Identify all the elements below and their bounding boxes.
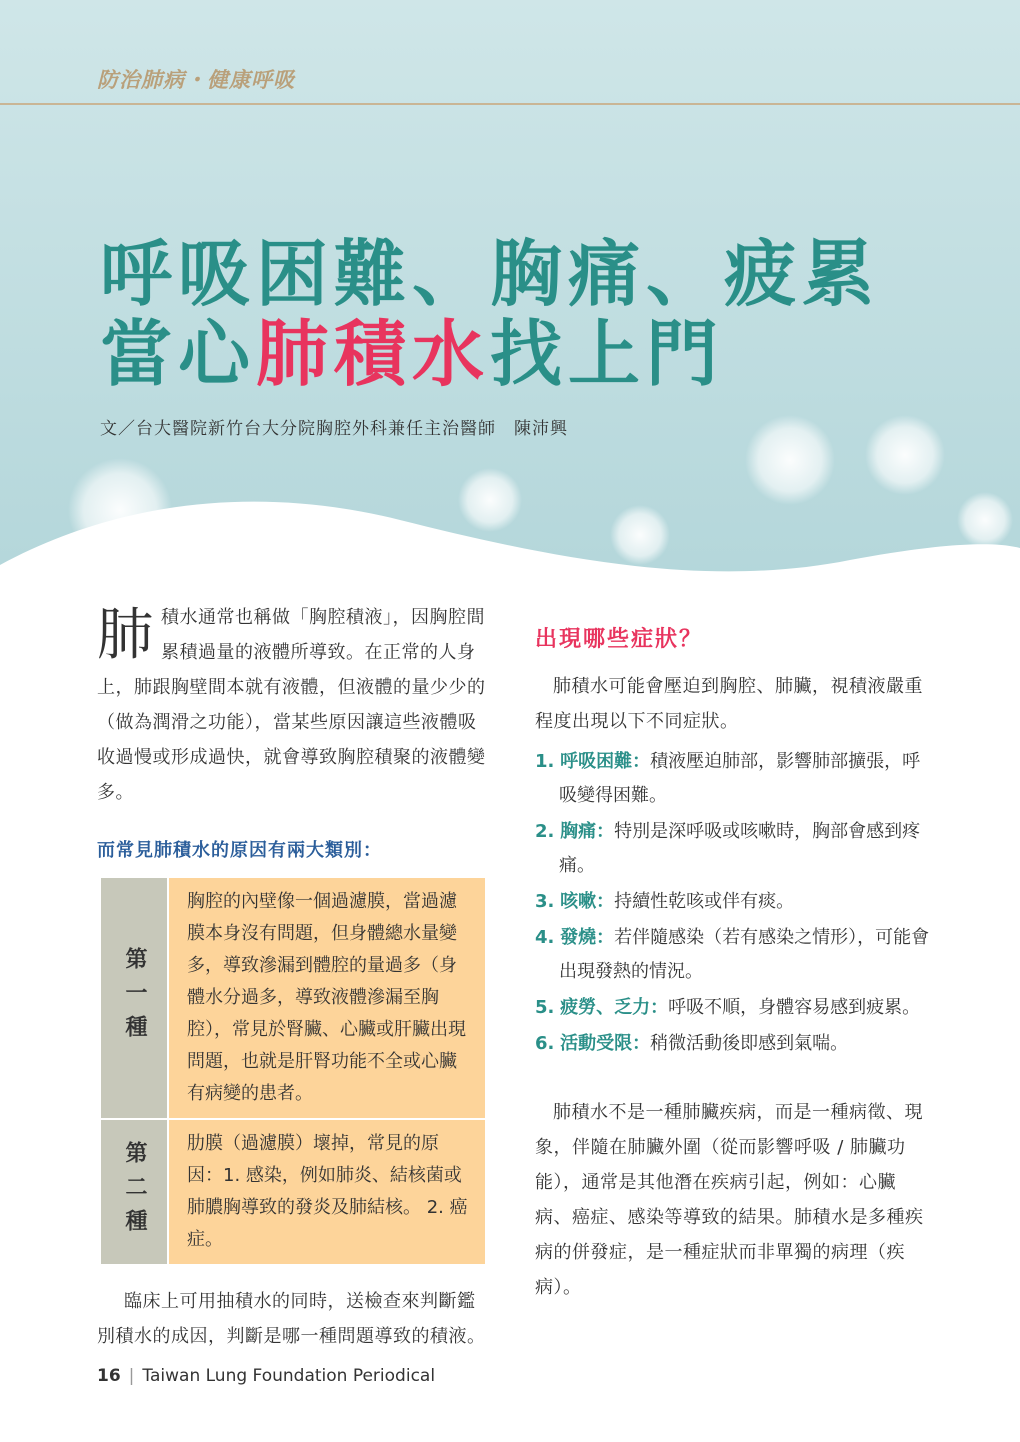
symptom-list xyxy=(535,745,930,1061)
publication-name: Taiwan Lung Foundation Periodical xyxy=(142,1366,436,1386)
closing-paragraph: 臨床上可用抽積水的同時，送檢查來判斷鑑別積水的成因，判斷是哪一種問題導致的積液。 xyxy=(97,1291,486,1347)
page-footer xyxy=(97,1366,435,1386)
page-title-line1: 呼吸困難、胸痛、疲累 xyxy=(100,232,881,316)
bubble-decoration xyxy=(865,415,945,495)
table-row xyxy=(100,1119,486,1265)
list-item xyxy=(535,885,930,919)
symptom-number: 4. xyxy=(535,927,555,948)
symptom-text: 特別是深呼吸或咳嗽時，胸部會感到疼痛。 xyxy=(559,821,921,876)
list-item xyxy=(535,921,930,989)
causes-heading: 而常見肺積水的原因有兩大類別： xyxy=(97,840,382,861)
page-title-line2 xyxy=(100,312,725,396)
symptom-term: 咳嗽： xyxy=(560,891,615,912)
symptoms-heading: 出現哪些症狀？ xyxy=(535,627,704,652)
list-item xyxy=(535,991,930,1025)
symptoms-intro: 肺積水可能會壓迫到胸腔、肺臟，視積液嚴重程度出現以下不同症狀。 xyxy=(535,676,923,732)
page-number: 16 xyxy=(97,1366,121,1386)
symptom-term: 活動受限： xyxy=(560,1033,651,1054)
intro-paragraph xyxy=(97,600,489,810)
right-column xyxy=(535,600,930,1305)
list-item xyxy=(535,1027,930,1061)
symptom-number: 3. xyxy=(535,891,555,912)
bubble-decoration xyxy=(610,505,670,565)
symptom-term: 疲勞、乏力： xyxy=(560,997,669,1018)
table-row xyxy=(100,877,486,1119)
symptom-number: 6. xyxy=(535,1033,555,1054)
symptom-term: 胸痛： xyxy=(560,821,615,842)
symptom-number: 2. xyxy=(535,821,555,842)
conclusion-paragraph: 肺積水不是一種肺臟疾病，而是一種病徵、現象，伴隨在肺臟外圍（從而影響呼吸 / 肺臟功能），通常是其他潛在疾病引起，例如：心臟病、癌症、感染等導致的結果。肺積水是多種疾病的併發症，是一種症狀而非單獨的病理（疾病）。 xyxy=(535,1102,924,1298)
header-rule xyxy=(0,103,1020,105)
symptom-text: 積液壓迫肺部，影響肺部擴張，呼吸變得困難。 xyxy=(559,751,921,806)
causes-table xyxy=(99,876,487,1266)
list-item xyxy=(535,815,930,883)
bubble-decoration xyxy=(745,415,835,505)
drop-cap: 肺 xyxy=(97,603,153,668)
cause-type-1 xyxy=(100,877,168,1119)
author-byline: 文／台大醫院新竹台大分院胸腔外科兼任主治醫師 陳沛興 xyxy=(100,419,568,439)
footer-separator: | xyxy=(128,1366,135,1386)
title-highlight: 肺積水 xyxy=(256,312,491,396)
title-suffix: 找上門 xyxy=(490,312,725,396)
symptom-term: 發燒： xyxy=(560,927,615,948)
symptom-text: 若伴隨感染（若有感染之情形），可能會出現發熱的情況。 xyxy=(559,927,930,982)
symptom-text: 持續性乾咳或伴有痰。 xyxy=(614,891,795,912)
symptom-number: 5. xyxy=(535,997,555,1018)
cause-type-label: 第二種 xyxy=(122,1141,147,1243)
title-prefix: 當心 xyxy=(100,312,257,396)
cause-type-2 xyxy=(100,1119,168,1265)
cause-description-2: 肋膜（過濾膜）壞掉，常見的原因：1. 感染，例如肺炎、結核菌或肺膿胸導致的發炎及肺結核。 2. 癌症。 xyxy=(168,1119,486,1265)
cause-description-1: 胸腔的內壁像一個過濾膜，當過濾膜本身沒有問題，但身體總水量變多，導致滲漏到體腔的量過多（身體水分過多，導致液體滲漏至胸腔），常見於腎臟、心臟或肝臟出現問題，也就是肝腎功能不全或心臟有病變的患者。 xyxy=(168,877,486,1119)
list-item xyxy=(535,745,930,813)
left-column xyxy=(97,600,489,1354)
bubble-decoration xyxy=(458,468,522,532)
symptom-term: 呼吸困難： xyxy=(560,751,651,772)
cause-type-label: 第一種 xyxy=(122,947,147,1049)
symptom-text: 稍微活動後即感到氣喘。 xyxy=(650,1033,849,1054)
section-label: 防治肺病・健康呼吸 xyxy=(97,67,295,92)
symptom-number: 1. xyxy=(535,751,555,772)
symptom-text: 呼吸不順，身體容易感到疲累。 xyxy=(668,997,921,1018)
intro-text: 積水通常也稱做「胸腔積液」，因胸腔間累積過量的液體所導致。在正常的人身上，肺跟胸壁間本就有液體，但液體的量少少的（做為潤滑之功能），當某些原因讓這些液體吸收過慢或形成過快，就會導致胸腔積聚的液體變多。 xyxy=(97,607,486,803)
bubble-decoration xyxy=(957,492,1013,548)
